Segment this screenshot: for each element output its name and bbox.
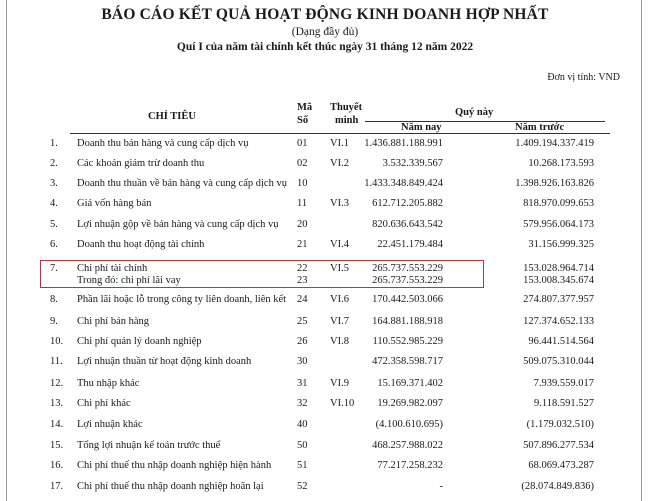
row-value-current: 170.442.503.066 xyxy=(372,294,443,305)
row-value-current: 77.217.258.232 xyxy=(377,460,443,471)
table-row xyxy=(0,481,650,501)
unit-label: Đơn vị tính: VND xyxy=(547,72,620,83)
row-value-current: 15.169.371.402 xyxy=(377,378,443,389)
table-row xyxy=(0,178,650,198)
row-value-previous: (28.074.849.836) xyxy=(521,481,594,492)
table-row xyxy=(0,239,650,259)
row-value-previous: 507.896.277.534 xyxy=(523,440,594,451)
row-label: Doanh thu thuần về bán hàng và cung cấp dịch vụ xyxy=(77,178,287,189)
table-row xyxy=(0,138,650,158)
row-value-previous: 274.807.377.957 xyxy=(523,294,594,305)
row-label: Chi phí bán hàng xyxy=(77,316,150,327)
row-number: 2. xyxy=(50,158,58,169)
row-number: 13. xyxy=(50,398,64,409)
row-number: 7. xyxy=(50,263,58,274)
table-row xyxy=(0,460,650,480)
row-value-previous: 31.156.999.325 xyxy=(528,239,594,250)
row-code: 20 xyxy=(297,219,308,230)
table-row xyxy=(0,378,650,398)
table-row xyxy=(0,440,650,460)
row-value-current: 22.451.179.484 xyxy=(377,239,443,250)
row-value-current: 612.712.205.882 xyxy=(372,198,443,209)
header-divider xyxy=(70,133,610,134)
row-value-current: 1.436.881.188.991 xyxy=(364,138,443,149)
row-number: 5. xyxy=(50,219,58,230)
row-note: VI.9 xyxy=(330,378,349,389)
row-label: Các khoản giảm trừ doanh thu xyxy=(77,158,205,169)
row-number: 10. xyxy=(50,336,64,347)
table-row xyxy=(0,219,650,239)
row-value-current: (4.100.610.695) xyxy=(375,419,443,430)
row-code: 52 xyxy=(297,481,308,492)
row-note: VI.1 xyxy=(330,138,349,149)
header-nam-truoc: Năm trước xyxy=(515,122,565,133)
row-code: 51 xyxy=(297,460,308,471)
row-value-previous: 7.939.559.017 xyxy=(533,378,594,389)
table-row xyxy=(0,158,650,178)
row-number: 1. xyxy=(50,138,58,149)
row-label: Lợi nhuận khác xyxy=(77,419,143,430)
row-value-current: 468.257.988.022 xyxy=(372,440,443,451)
row-code: 31 xyxy=(297,378,308,389)
row-number: 17. xyxy=(50,481,64,492)
row-label: Chi phí khác xyxy=(77,398,131,409)
row-note: VI.3 xyxy=(330,198,349,209)
row-code: 26 xyxy=(297,336,308,347)
row-code: 21 xyxy=(297,239,308,250)
row-value-current: 110.552.985.229 xyxy=(372,336,443,347)
row-note: VI.8 xyxy=(330,336,349,347)
row-number: 15. xyxy=(50,440,64,451)
row-code: 02 xyxy=(297,158,308,169)
report-subtitle: (Dạng đầy đủ) xyxy=(291,26,359,38)
row-value-previous: 127.374.652.133 xyxy=(523,316,594,327)
header-quy-nay: Quý này xyxy=(455,107,494,118)
row-number: 4. xyxy=(50,198,58,209)
row-value-previous: (1.179.032.510) xyxy=(526,419,594,430)
row-code: 10 xyxy=(297,178,308,189)
row-number: 14. xyxy=(50,419,64,430)
row-number: 11. xyxy=(50,356,63,367)
row-note: VI.4 xyxy=(330,239,349,250)
row-label: Phần lãi hoặc lỗ trong công ty liên doanh, liên kết xyxy=(77,294,287,305)
row-value-current: 164.881.188.918 xyxy=(372,316,443,327)
row-value-current: 265.737.553.229 xyxy=(372,275,443,286)
row-value-previous: 1.409.194.337.419 xyxy=(515,138,594,149)
header-so: Số xyxy=(297,115,309,126)
header-thuyet: Thuyết xyxy=(330,102,363,113)
row-value-current: - xyxy=(439,481,443,492)
row-value-current: 265.737.553.229 xyxy=(372,263,443,274)
row-code: 11 xyxy=(297,198,308,209)
table-row xyxy=(0,316,650,336)
row-value-previous: 68.069.473.287 xyxy=(528,460,594,471)
row-number: 12. xyxy=(50,378,64,389)
row-code: 22 xyxy=(297,263,308,274)
row-value-previous: 153.008.345.674 xyxy=(523,275,594,286)
report-title: BÁO CÁO KẾT QUẢ HOẠT ĐỘNG KINH DOANH HỢP NHẤT xyxy=(101,6,549,23)
row-label: Chi phí quản lý doanh nghiệp xyxy=(77,336,202,347)
row-value-previous: 9.118.591.527 xyxy=(534,398,594,409)
row-note: VI.7 xyxy=(330,316,349,327)
row-code: 01 xyxy=(297,138,308,149)
row-number: 3. xyxy=(50,178,58,189)
row-value-current: 1.433.348.849.424 xyxy=(364,178,443,189)
row-value-current: 3.532.339.567 xyxy=(382,158,443,169)
row-label: Chi phí thuế thu nhập doanh nghiệp hiện hành xyxy=(77,460,272,471)
row-label: Lợi nhuận gộp về bán hàng và cung cấp dịch vụ xyxy=(77,219,279,230)
row-label: Doanh thu bán hàng và cung cấp dịch vụ xyxy=(77,138,249,149)
table-row xyxy=(0,275,650,295)
row-label: Chi phí thuế thu nhập doanh nghiệp hoãn lại xyxy=(77,481,264,492)
row-code: 24 xyxy=(297,294,308,305)
row-value-previous: 96.441.514.564 xyxy=(528,336,594,347)
row-code: 30 xyxy=(297,356,308,367)
row-value-previous: 509.075.310.044 xyxy=(523,356,594,367)
row-note: VI.10 xyxy=(330,398,355,409)
row-label: Tổng lợi nhuận kế toán trước thuế xyxy=(77,440,221,451)
row-label: Thu nhập khác xyxy=(77,378,140,389)
header-ma: Mã xyxy=(297,102,313,113)
header-chi-tieu: CHỈ TIÊU xyxy=(148,111,196,122)
row-value-previous: 10.268.173.593 xyxy=(528,158,594,169)
row-label: Lợi nhuận thuần từ hoạt động kinh doanh xyxy=(77,356,252,367)
row-note: VI.2 xyxy=(330,158,349,169)
row-label: Chi phí tài chính xyxy=(77,263,148,274)
row-note: VI.6 xyxy=(330,294,349,305)
row-value-previous: 818.970.099.653 xyxy=(523,198,594,209)
row-value-previous: 153.028.964.714 xyxy=(523,263,594,274)
row-label: Doanh thu hoạt động tài chính xyxy=(77,239,205,250)
row-label: Trong đó: chi phí lãi vay xyxy=(77,275,181,286)
row-number: 9. xyxy=(50,316,58,327)
header-minh: minh xyxy=(335,115,359,126)
row-label: Giá vốn hàng bán xyxy=(77,198,152,209)
row-number: 8. xyxy=(50,294,58,305)
table-row xyxy=(0,419,650,439)
row-value-current: 820.636.643.542 xyxy=(372,219,443,230)
row-note: VI.5 xyxy=(330,263,349,274)
row-code: 50 xyxy=(297,440,308,451)
table-row xyxy=(0,294,650,314)
table-row xyxy=(0,198,650,218)
row-number: 16. xyxy=(50,460,64,471)
row-code: 23 xyxy=(297,275,308,286)
header-nam-nay: Năm nay xyxy=(401,122,442,133)
row-value-previous: 579.956.064.173 xyxy=(523,219,594,230)
table-row xyxy=(0,356,650,376)
table-row xyxy=(0,398,650,418)
row-code: 25 xyxy=(297,316,308,327)
row-code: 32 xyxy=(297,398,308,409)
row-code: 40 xyxy=(297,419,308,430)
row-number: 6. xyxy=(50,239,58,250)
row-value-previous: 1.398.926.163.826 xyxy=(515,178,594,189)
report-period: Quí I của năm tài chính kết thúc ngày 31 tháng 12 năm 2022 xyxy=(176,41,474,53)
row-value-current: 19.269.982.097 xyxy=(377,398,443,409)
row-value-current: 472.358.598.717 xyxy=(372,356,443,367)
table-row xyxy=(0,336,650,356)
